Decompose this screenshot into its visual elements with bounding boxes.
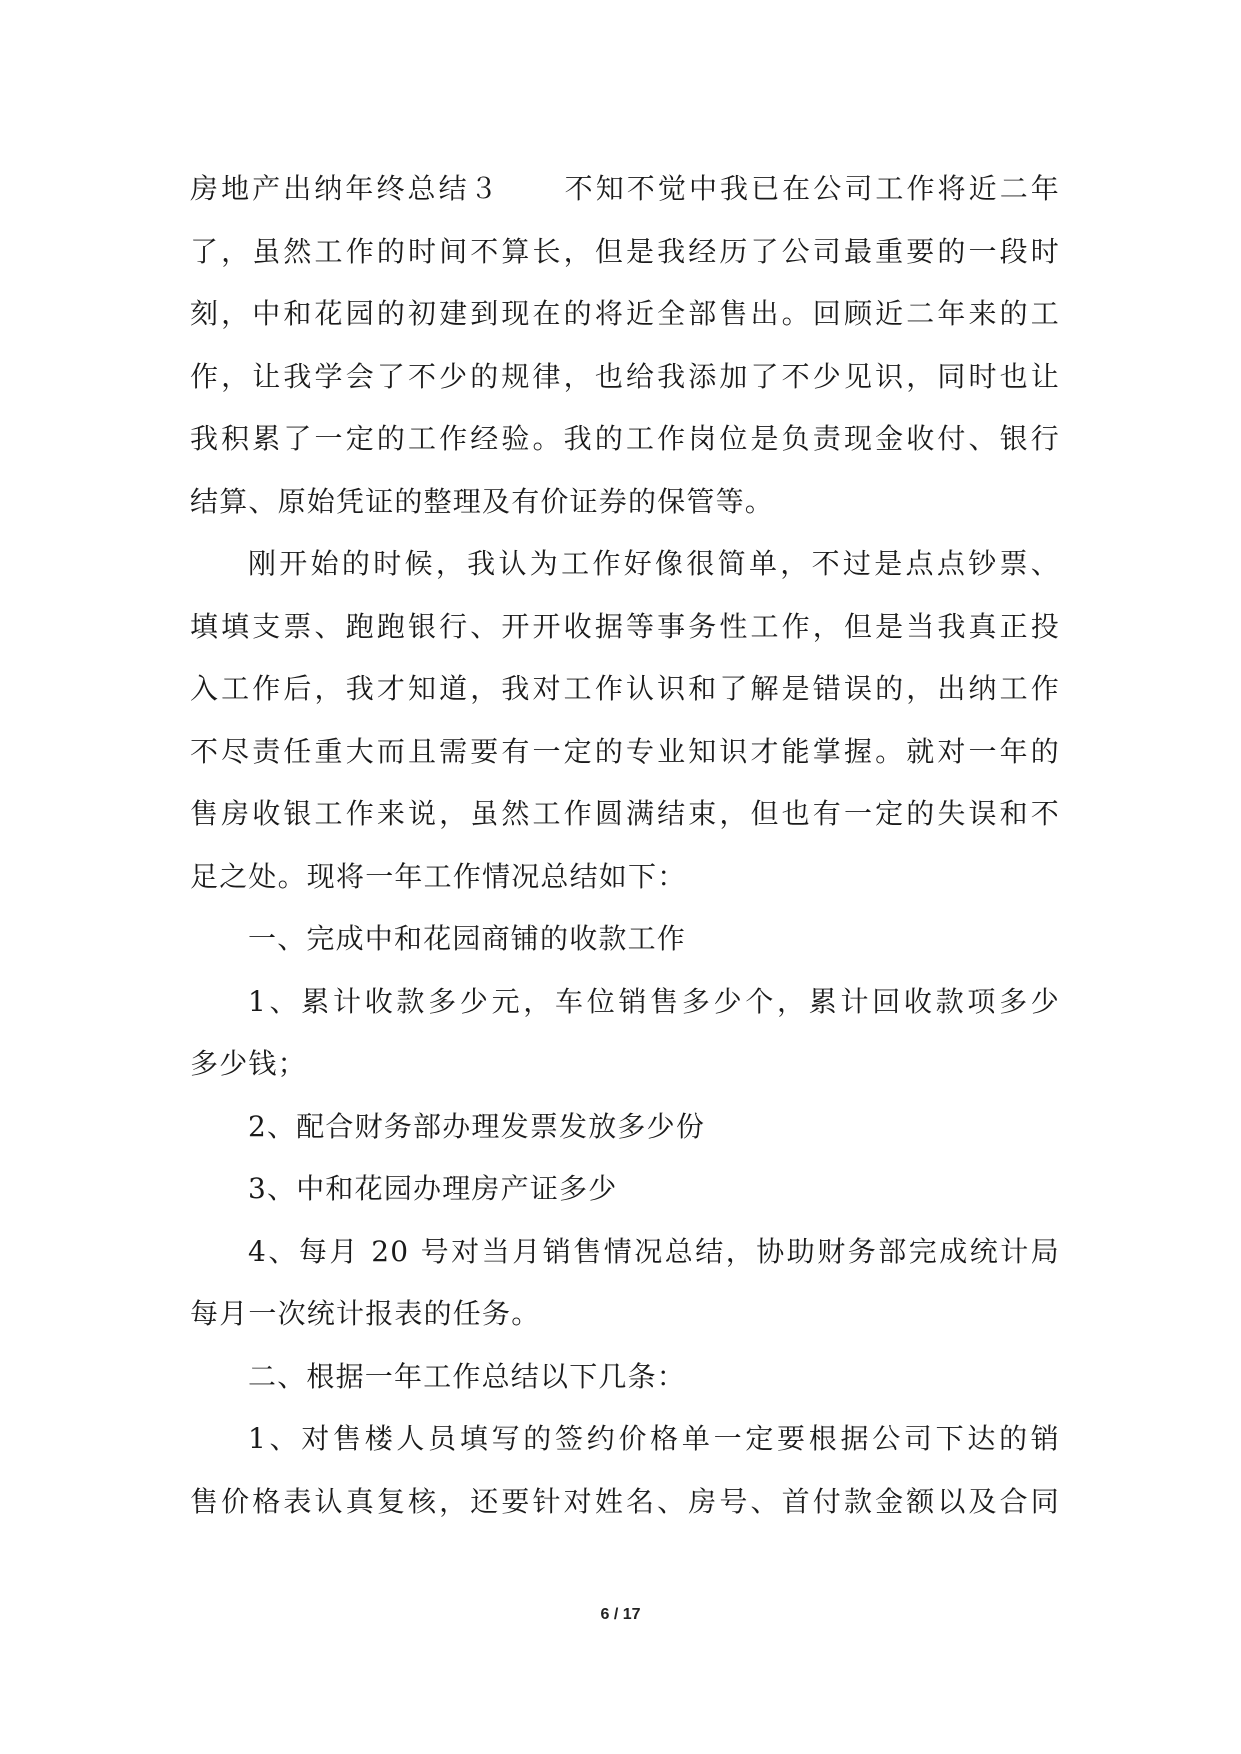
- list-item-continuation: 售价格表认真复核，还要针对姓名、房号、首付款金额以及合同: [190, 1484, 1060, 1518]
- list-item: 3、中和花园办理房产证多少: [248, 1172, 618, 1205]
- section-heading: 一、完成中和花园商铺的收款工作: [248, 922, 687, 955]
- paragraph-line: 刻，中和花园的初建到现在的将近全部售出。回顾近二年来的工: [190, 297, 1060, 330]
- document-title: 房地产出纳年终总结３: [190, 172, 501, 205]
- paragraph-line: 填填支票、跑跑银行、开开收据等事务性工作，但是当我真正投: [190, 609, 1060, 643]
- list-item-continuation: 每月一次统计报表的任务。: [190, 1297, 541, 1330]
- paragraph-line: 入工作后，我才知道，我对工作认识和了解是错误的，出纳工作: [190, 672, 1060, 705]
- paragraph-line: 刚开始的时候，我认为工作好像很简单，不过是点点钞票、: [248, 547, 1060, 580]
- page-number: 6 / 17: [600, 1606, 641, 1623]
- paragraph-line: 不尽责任重大而且需要有一定的专业知识才能掌握。就对一年的: [190, 734, 1060, 768]
- paragraph-line: 售房收银工作来说，虽然工作圆满结束，但也有一定的失误和不: [190, 797, 1060, 830]
- list-item: 4、每月 20 号对当月销售情况总结，协助财务部完成统计局: [248, 1234, 1060, 1268]
- list-item: 1、对售楼人员填写的签约价格单一定要根据公司下达的销: [248, 1422, 1060, 1455]
- section-heading: 二、根据一年工作总结以下几条：: [248, 1359, 687, 1393]
- paragraph-line: 结算、原始凭证的整理及有价证券的保管等。: [190, 484, 775, 518]
- list-item-continuation: 多少钱；: [190, 1047, 307, 1080]
- title-line: [190, 158, 1060, 221]
- list-item: 1、累计收款多少元，车位销售多少个，累计回收款项多少: [248, 984, 1060, 1018]
- paragraph-text: 不知不觉中我已在公司工作将近二年: [562, 172, 1060, 205]
- paragraph-line: 了，虽然工作的时间不算长，但是我经历了公司最重要的一段时: [190, 234, 1060, 268]
- document-body: [190, 158, 1060, 1533]
- paragraph-line: 足之处。现将一年工作情况总结如下：: [190, 859, 687, 893]
- paragraph-line: 作，让我学会了不少的规律，也给我添加了不少见识，同时也让: [190, 359, 1060, 393]
- list-item: 2、配合财务部办理发票发放多少份: [248, 1109, 706, 1143]
- paragraph-line: 我积累了一定的工作经验。我的工作岗位是负责现金收付、银行: [190, 422, 1060, 455]
